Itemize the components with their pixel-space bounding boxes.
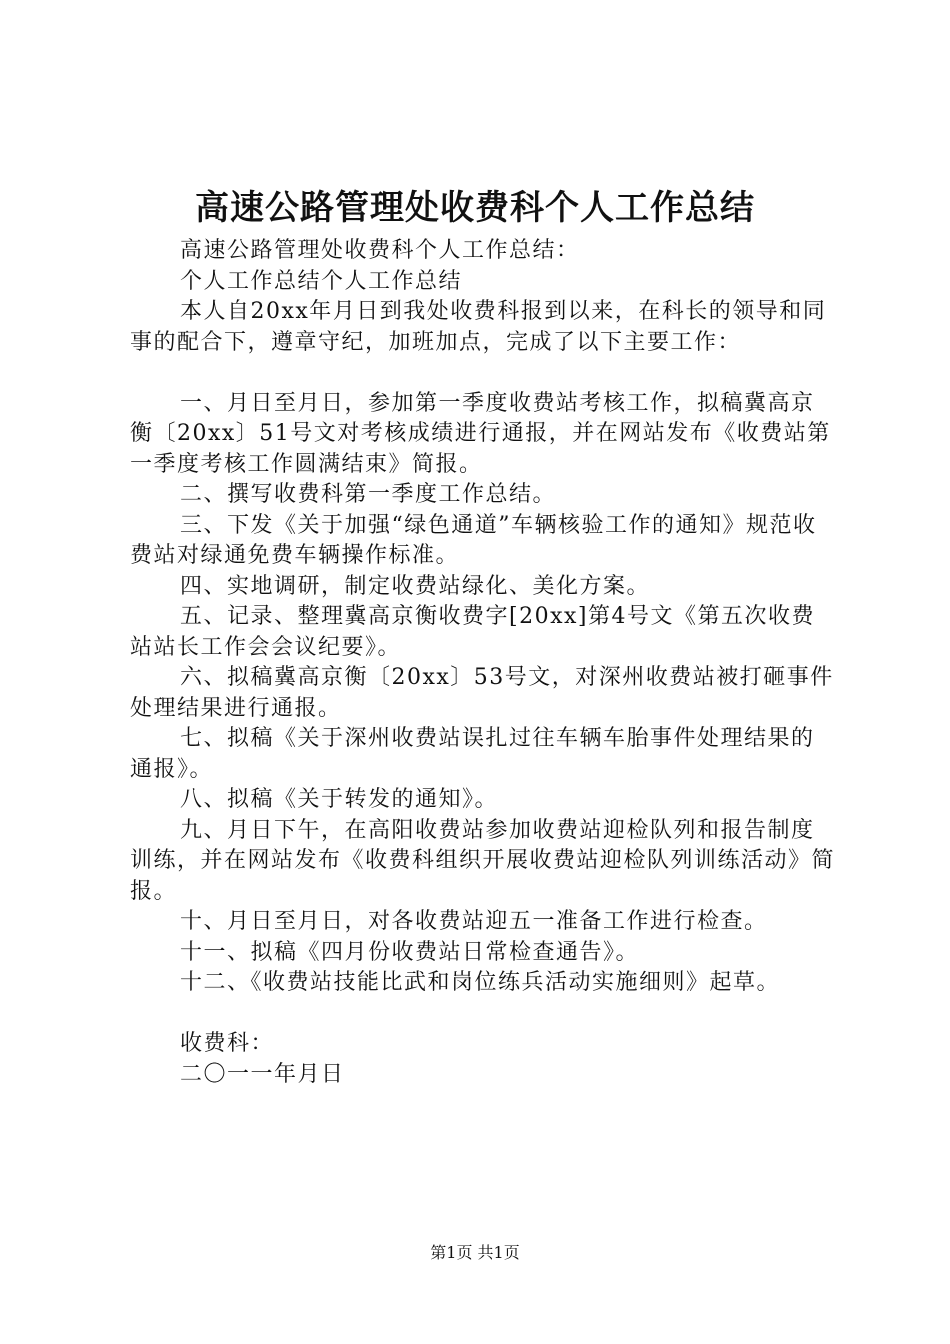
- paragraph-item-8: 八、拟稿《关于转发的通知》。: [180, 787, 499, 812]
- paragraph-intro: 本人自20xx年月日到我处收费科报到以来，在科长的领导和同事的配合下，遵章守纪，加班加点，完成了以下主要工作：: [130, 299, 827, 355]
- paragraph-item-7: 七、拟稿《关于深州收费站误扎过往车辆车胎事件处理结果的通报》。: [130, 726, 815, 782]
- paragraph-item-11: 十一、拟稿《四月份收费站日常检查通告》。: [180, 939, 640, 965]
- page-footer: 第1页 共1页: [430, 1243, 520, 1262]
- paragraph-item-4: 四、实地调研，制定收费站绿化、美化方案。: [180, 573, 651, 599]
- document-title: 高速公路管理处收费科个人工作总结: [195, 188, 755, 228]
- paragraph-item-12: 十二、《收费站技能比武和岗位练兵活动实施细则》起草。: [180, 970, 781, 995]
- signature-date: 二〇一一年月日: [180, 1061, 345, 1087]
- paragraph-item-10: 十、月日至月日，对各收费站迎五一准备工作进行检查。: [180, 909, 768, 934]
- paragraph-item-6: 六、拟稿冀高京衡〔20xx〕53号文，对深州收费站被打砸事件处理结果进行通报。: [130, 665, 834, 721]
- paragraph-subtitle: 个人工作总结个人工作总结: [180, 268, 463, 294]
- document-body: [130, 236, 835, 1090]
- paragraph-item-9: 九、月日下午，在高阳收费站参加收费站迎检队列和报告制度训练，并在网站发布《收费科组织开展收费站迎检队列训练活动》简报。: [130, 817, 836, 904]
- paragraph-item-3: 三、下发《关于加强“绿色通道”车辆核验工作的通知》规范收费站对绿通免费车辆操作标准。: [130, 512, 817, 568]
- signature-department: 收费科：: [180, 1031, 275, 1056]
- paragraph-item-5: 五、记录、整理冀高京衡收费字[20xx]第4号文《第五次收费站站长工作会会议纪要》。: [130, 604, 815, 660]
- paragraph-item-2: 二、撰写收费科第一季度工作总结。: [180, 482, 557, 507]
- paragraph-greeting: 高速公路管理处收费科个人工作总结：: [180, 238, 580, 263]
- paragraph-item-1: 一、月日至月日，参加第一季度收费站考核工作，拟稿冀高京衡〔20xx〕51号文对考核成绩进行通报，并在网站发布《收费站第一季度考核工作圆满结束》简报。: [130, 390, 831, 477]
- blank-line: [130, 999, 835, 1030]
- blank-line: [130, 358, 835, 389]
